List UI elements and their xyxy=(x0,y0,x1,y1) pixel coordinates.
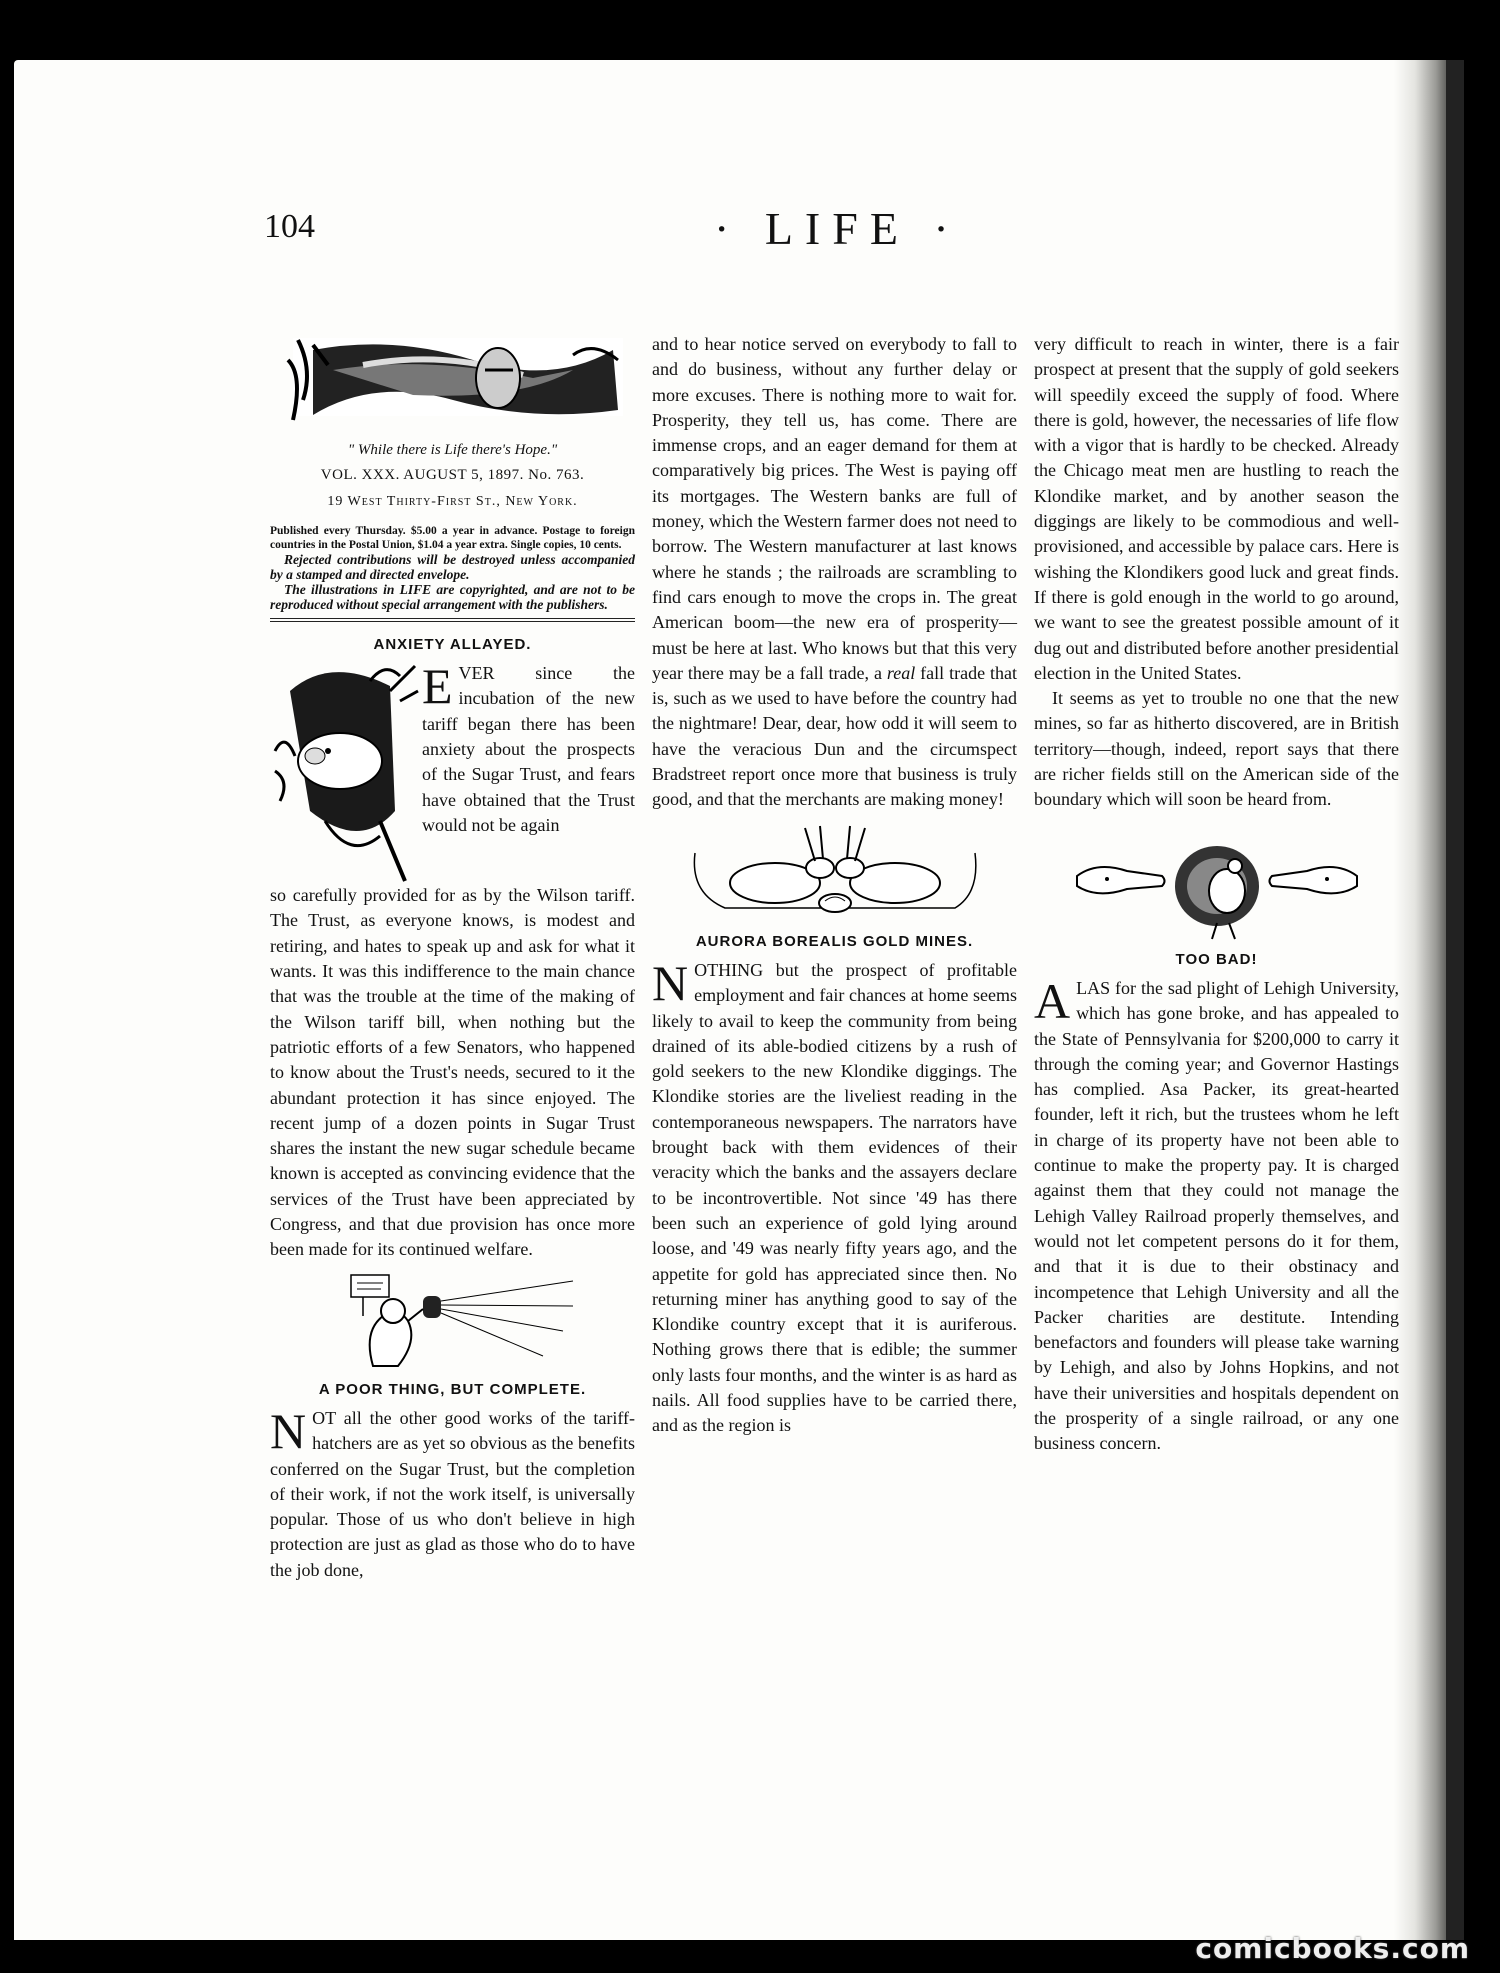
colophon-notice-copyright: The illustrations in LIFE are copyrighted, and are not to be reproduced without special arrangement with the publishers. xyxy=(270,581,635,612)
column-2 xyxy=(652,332,1017,1439)
page-number: 104 xyxy=(264,208,315,245)
colophon-volume-line: VOL. XXX. AUGUST 5, 1897. No. 763. xyxy=(320,467,585,484)
drop-cap-e: E xyxy=(422,658,453,715)
article-anxiety-body: so carefully provided for as by the Wilson tariff. The Trust, as everyone knows, is modest and retiring, and hates to speak up and ask for what it wants. It was this indifference to the main chance that was the trouble at the time of the making of the Wilson tariff bill, when nothing but the patriotic efforts of a few Senators, who happened to know about the Trust's needs, secured to it the abundant protection it has since enjoyed. The recent jump of a dozen points in Sugar Trust shares the instant the new sugar schedule became known is accepted as convincing evidence that the services of the Trust have been appreciated by Congress, and that due provision has once more been made for its continued welfare. xyxy=(270,885,635,1260)
life-shield-banner-illustration xyxy=(273,330,633,430)
heading-a-poor-thing: A POOR THING, BUT COMPLETE. xyxy=(318,1380,587,1398)
site-watermark: comicbooks.com xyxy=(1195,1932,1470,1965)
article-aurora-continued-2: It seems as yet to trouble no one that the new mines, so far as hitherto discovered, are in British territory—though, indeed, report says that there are richer fields still on the American side of the boundary which will soon be heard from. xyxy=(1034,688,1399,810)
heading-anxiety-allayed: ANXIETY ALLAYED. xyxy=(373,635,532,653)
binding-edge xyxy=(1446,60,1464,1940)
colophon-notice-contributions: Rejected contributions will be destroyed unless accompanied by a stamped and directed envelope. xyxy=(270,551,635,582)
turkey-with-spoons-illustration xyxy=(1067,831,1367,941)
drop-cap-n: N xyxy=(270,1402,307,1459)
article-anxiety-continued: and to hear notice served on everybody to fall to and do business, without any further delay or more excuses. There is nothing more to wait for. Prosperity, they tell us, has come. There are immense crops, and an eager demand for them at comparatively big prices. The West is paying off its mortgages. The Western banks are full of money, which the Western farmer does not need to borrow. The Western manufacturer at last knows where he stands ; the railroads are scrambling to find cars enough to move the crops in. The great American boom—the new era of prosperity—must be here at last. Who knows but that this very year there may be a fall trade, a real fall trade that is, such as we used to have before the country had the nightmare! Dear, dear, how odd it will seem to have the veracious Dun and the circumspect Bradstreet report once more that business is truly good, and that the merchants are making money! xyxy=(652,334,1017,810)
magazine-page xyxy=(14,60,1464,1940)
heading-aurora-borealis: AURORA BOREALIS GOLD MINES. xyxy=(695,932,974,950)
masthead-title: · LIFE · xyxy=(714,203,961,254)
article-poor-thing-text: OT all the other good works of the tariff-hatchers are as yet so obvious as the benefits conferred on the Sugar Trust, but the completion of their work, if not the work itself, is universally popular. Those of us who don't believe in high protection are just as glad as those who do to have the job done, xyxy=(270,1407,635,1580)
colophon-motto: " While there is Life there's Hope." xyxy=(347,442,558,458)
article-aurora-continued: very difficult to reach in winter, there is a fair prospect at present that the supply of gold seekers will speedily exceed the supply of food. Where there is gold, however, the necessaries of life flow with a vigor that is hardly to be checked. Already the Chicago meat men are hustling to reach the Klondike market, and by another season the diggings are likely to be commodious and well-provisioned, and accessible by palace cars. Here is wishing the Klondikers good luck and great finds. If there is gold enough in the world to go around, we want to see the greatest possible amount of it dug out and distributed before another presidential election in the United States. xyxy=(1034,334,1399,683)
drop-cap-n-aurora: N xyxy=(652,954,689,1011)
colophon-address: 19 West Thirty-First St., New York. xyxy=(327,493,578,509)
section-rule xyxy=(270,618,635,622)
column-3 xyxy=(1034,332,1399,1457)
heading-too-bad: TOO BAD! xyxy=(1175,950,1258,968)
monkey-with-lantern-illustration xyxy=(323,1271,583,1371)
article-aurora-text: OTHING but the prospect of profitable employment and fair chances at home seems likely to avail to keep the community from being drained of its able-bodied citizens by a rush of gold seekers to the new Klondike diggings. The Klondike stories are the liveliest reading in the contemporaneous newspapers. The narrators have brought back with them evidences of their veracity which the banks and the assayers declare to be incontrovertible. Not since '49 has there been such an experience of gold lying around loose, and '49 was nearly fifty years ago, and the appetite for gold has appreciated since then. No returning miner has anything good to say of the Klondike country except that it is auriferous. Nothing grows there that is edible; the summer only lasts four months, and the winter is as hard as nails. All food supplies have to be carried there, and as the region is xyxy=(652,959,1017,1436)
article-too-bad-text: LAS for the sad plight of Lehigh University, which has gone broke, and has appealed to the State of Pennsylvania for $200,000 to carry it through the coming year; and Governor Hastings has complied. Asa Packer, its great-hearted founder, left it rich, but the trustees whom he left in charge of its property have not been able to continue to make the property pay. It is charged against them that they could not manage the Lehigh Valley Railroad properly themselves, and would not let competent persons do it for them, and that it is due to their obstinacy and incompetence that Lehigh University and all the Packer charities are destitute. Intending benefactors and founders will please take warning by Lehigh, and also by Johns Hopkins, and not have their universities and hospitals dependent on the prosperity of a single railroad, or any one business concern. xyxy=(1034,977,1399,1454)
rabbits-with-nest-illustration xyxy=(685,823,985,923)
colophon-publication-info: Published every Thursday. $5.00 a year in advance. Postage to foreign countries in the Postal Union, $1.04 a year extra. Single copies, 10 cents. xyxy=(270,524,635,551)
pig-in-sack-illustration xyxy=(270,661,420,883)
drop-cap-a: A xyxy=(1034,972,1071,1029)
article-anxiety-lead: VER since the incubation of the new tariff began there has been anxiety about the prospects of the Sugar Trust, and fears have obtained that the Trust would not be again xyxy=(422,663,635,835)
column-1 xyxy=(270,330,635,1583)
